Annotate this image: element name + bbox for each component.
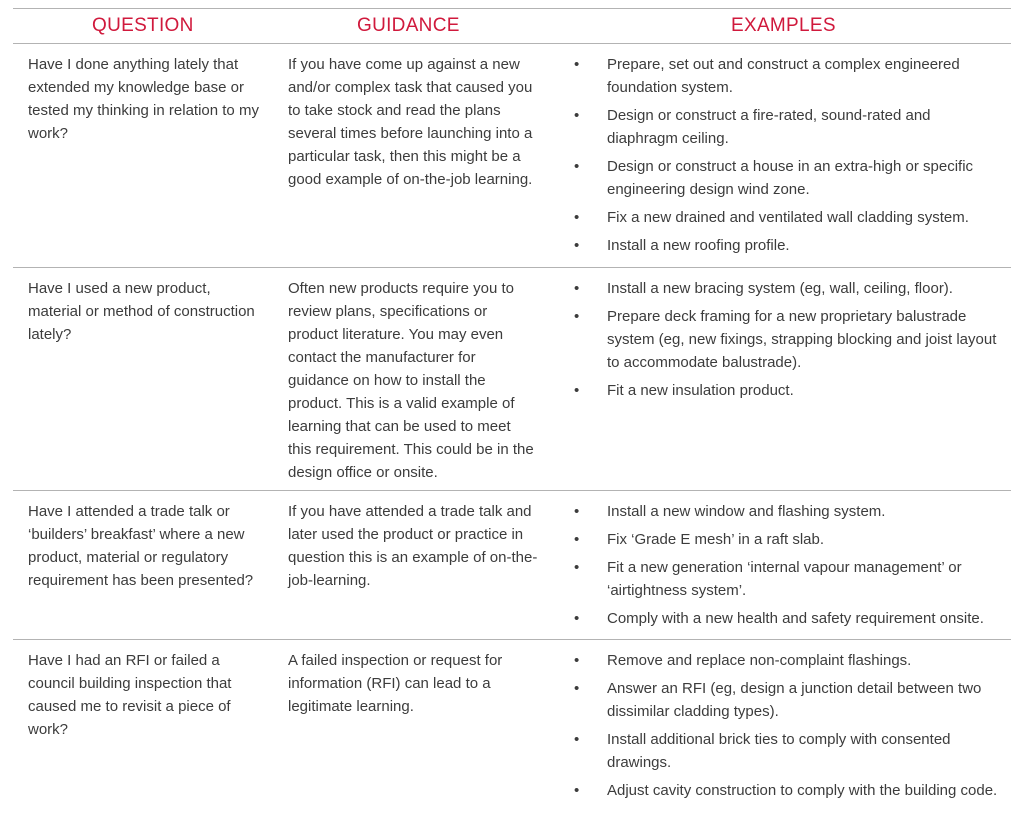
bullet-icon: • <box>574 610 580 627</box>
bullet-icon: • <box>574 56 580 73</box>
guidance-cell: A failed inspection or request for information (RFI) can lead to a legitimate learning. <box>288 652 503 715</box>
list-item: • Fix ‘Grade E mesh’ in a raft slab. <box>573 528 1005 551</box>
table-header <box>13 8 1011 44</box>
list-item: • Install a new bracing system (eg, wall, ceiling, floor). <box>573 277 1005 300</box>
question-cell: Have I attended a trade talk or ‘builders’ breakfast’ where a new product, material or regulatory requirement has been presented? <box>28 503 254 589</box>
guidance-cell: If you have attended a trade talk and later used the product or practice in question this is an example of on-the-job-learning. <box>288 503 538 589</box>
list-item: • Install a new window and flashing system. <box>573 500 1005 523</box>
bullet-icon: • <box>574 308 580 325</box>
bullet-icon: • <box>574 652 580 669</box>
list-item: • Fit a new insulation product. <box>573 379 1005 402</box>
bullet-icon: • <box>574 107 580 124</box>
table-row <box>13 640 1011 830</box>
bullet-icon: • <box>574 209 580 226</box>
bullet-icon: • <box>574 782 580 799</box>
list-item: • Prepare, set out and construct a complex engineered foundation system. <box>573 53 1005 99</box>
bullet-icon: • <box>574 731 580 748</box>
list-item: • Design or construct a house in an extra-high or specific engineering design wind zone. <box>573 155 1005 201</box>
list-item: • Answer an RFI (eg, design a junction detail between two dissimilar cladding types). <box>573 677 1005 723</box>
table-row <box>13 491 1011 640</box>
question-cell: Have I used a new product, material or method of construction lately? <box>28 280 255 343</box>
bullet-icon: • <box>574 280 580 297</box>
bullet-icon: • <box>574 559 580 576</box>
list-item: • Install a new roofing profile. <box>573 234 1005 257</box>
list-item: • Comply with a new health and safety requirement onsite. <box>573 607 1005 630</box>
question-cell: Have I done anything lately that extended my knowledge base or tested my thinking in relation to my work? <box>28 56 259 142</box>
guidance-cell: Often new products require you to review plans, specifications or product literature. You may even contact the manufacturer for guidance on how to install the product. This is a valid example of learning that can be used to meet this requirement. This could be in the design office or onsite. <box>288 280 534 481</box>
learning-examples-table <box>13 8 1011 830</box>
examples-cell <box>573 500 1005 635</box>
bullet-icon: • <box>574 531 580 548</box>
guidance-cell: If you have come up against a new and/or complex task that caused you to take stock and read the plans several times before launching into a particular task, then this might be a good example of on-the-job learning. <box>288 56 533 188</box>
header-examples: EXAMPLES <box>731 15 836 36</box>
list-item: • Design or construct a fire-rated, sound-rated and diaphragm ceiling. <box>573 104 1005 150</box>
examples-cell <box>573 649 1005 807</box>
bullet-icon: • <box>574 382 580 399</box>
examples-cell <box>573 277 1005 407</box>
list-item: • Fix a new drained and ventilated wall cladding system. <box>573 206 1005 229</box>
list-item: • Remove and replace non-complaint flashings. <box>573 649 1005 672</box>
list-item: • Prepare deck framing for a new proprietary balustrade system (eg, new fixings, strapping blocking and joist layout to accommodate balustrade). <box>573 305 1005 374</box>
bullet-icon: • <box>574 503 580 520</box>
list-item: • Install additional brick ties to comply with consented drawings. <box>573 728 1005 774</box>
table-row <box>13 268 1011 491</box>
table-row <box>13 44 1011 268</box>
header-question: QUESTION <box>92 15 194 36</box>
bullet-icon: • <box>574 680 580 697</box>
list-item: • Adjust cavity construction to comply with the building code. <box>573 779 1005 802</box>
bullet-icon: • <box>574 237 580 254</box>
examples-cell <box>573 53 1005 262</box>
header-guidance: GUIDANCE <box>357 15 460 36</box>
question-cell: Have I had an RFI or failed a council building inspection that caused me to revisit a piece of work? <box>28 652 232 738</box>
bullet-icon: • <box>574 158 580 175</box>
list-item: • Fit a new generation ‘internal vapour management’ or ‘airtightness system’. <box>573 556 1005 602</box>
